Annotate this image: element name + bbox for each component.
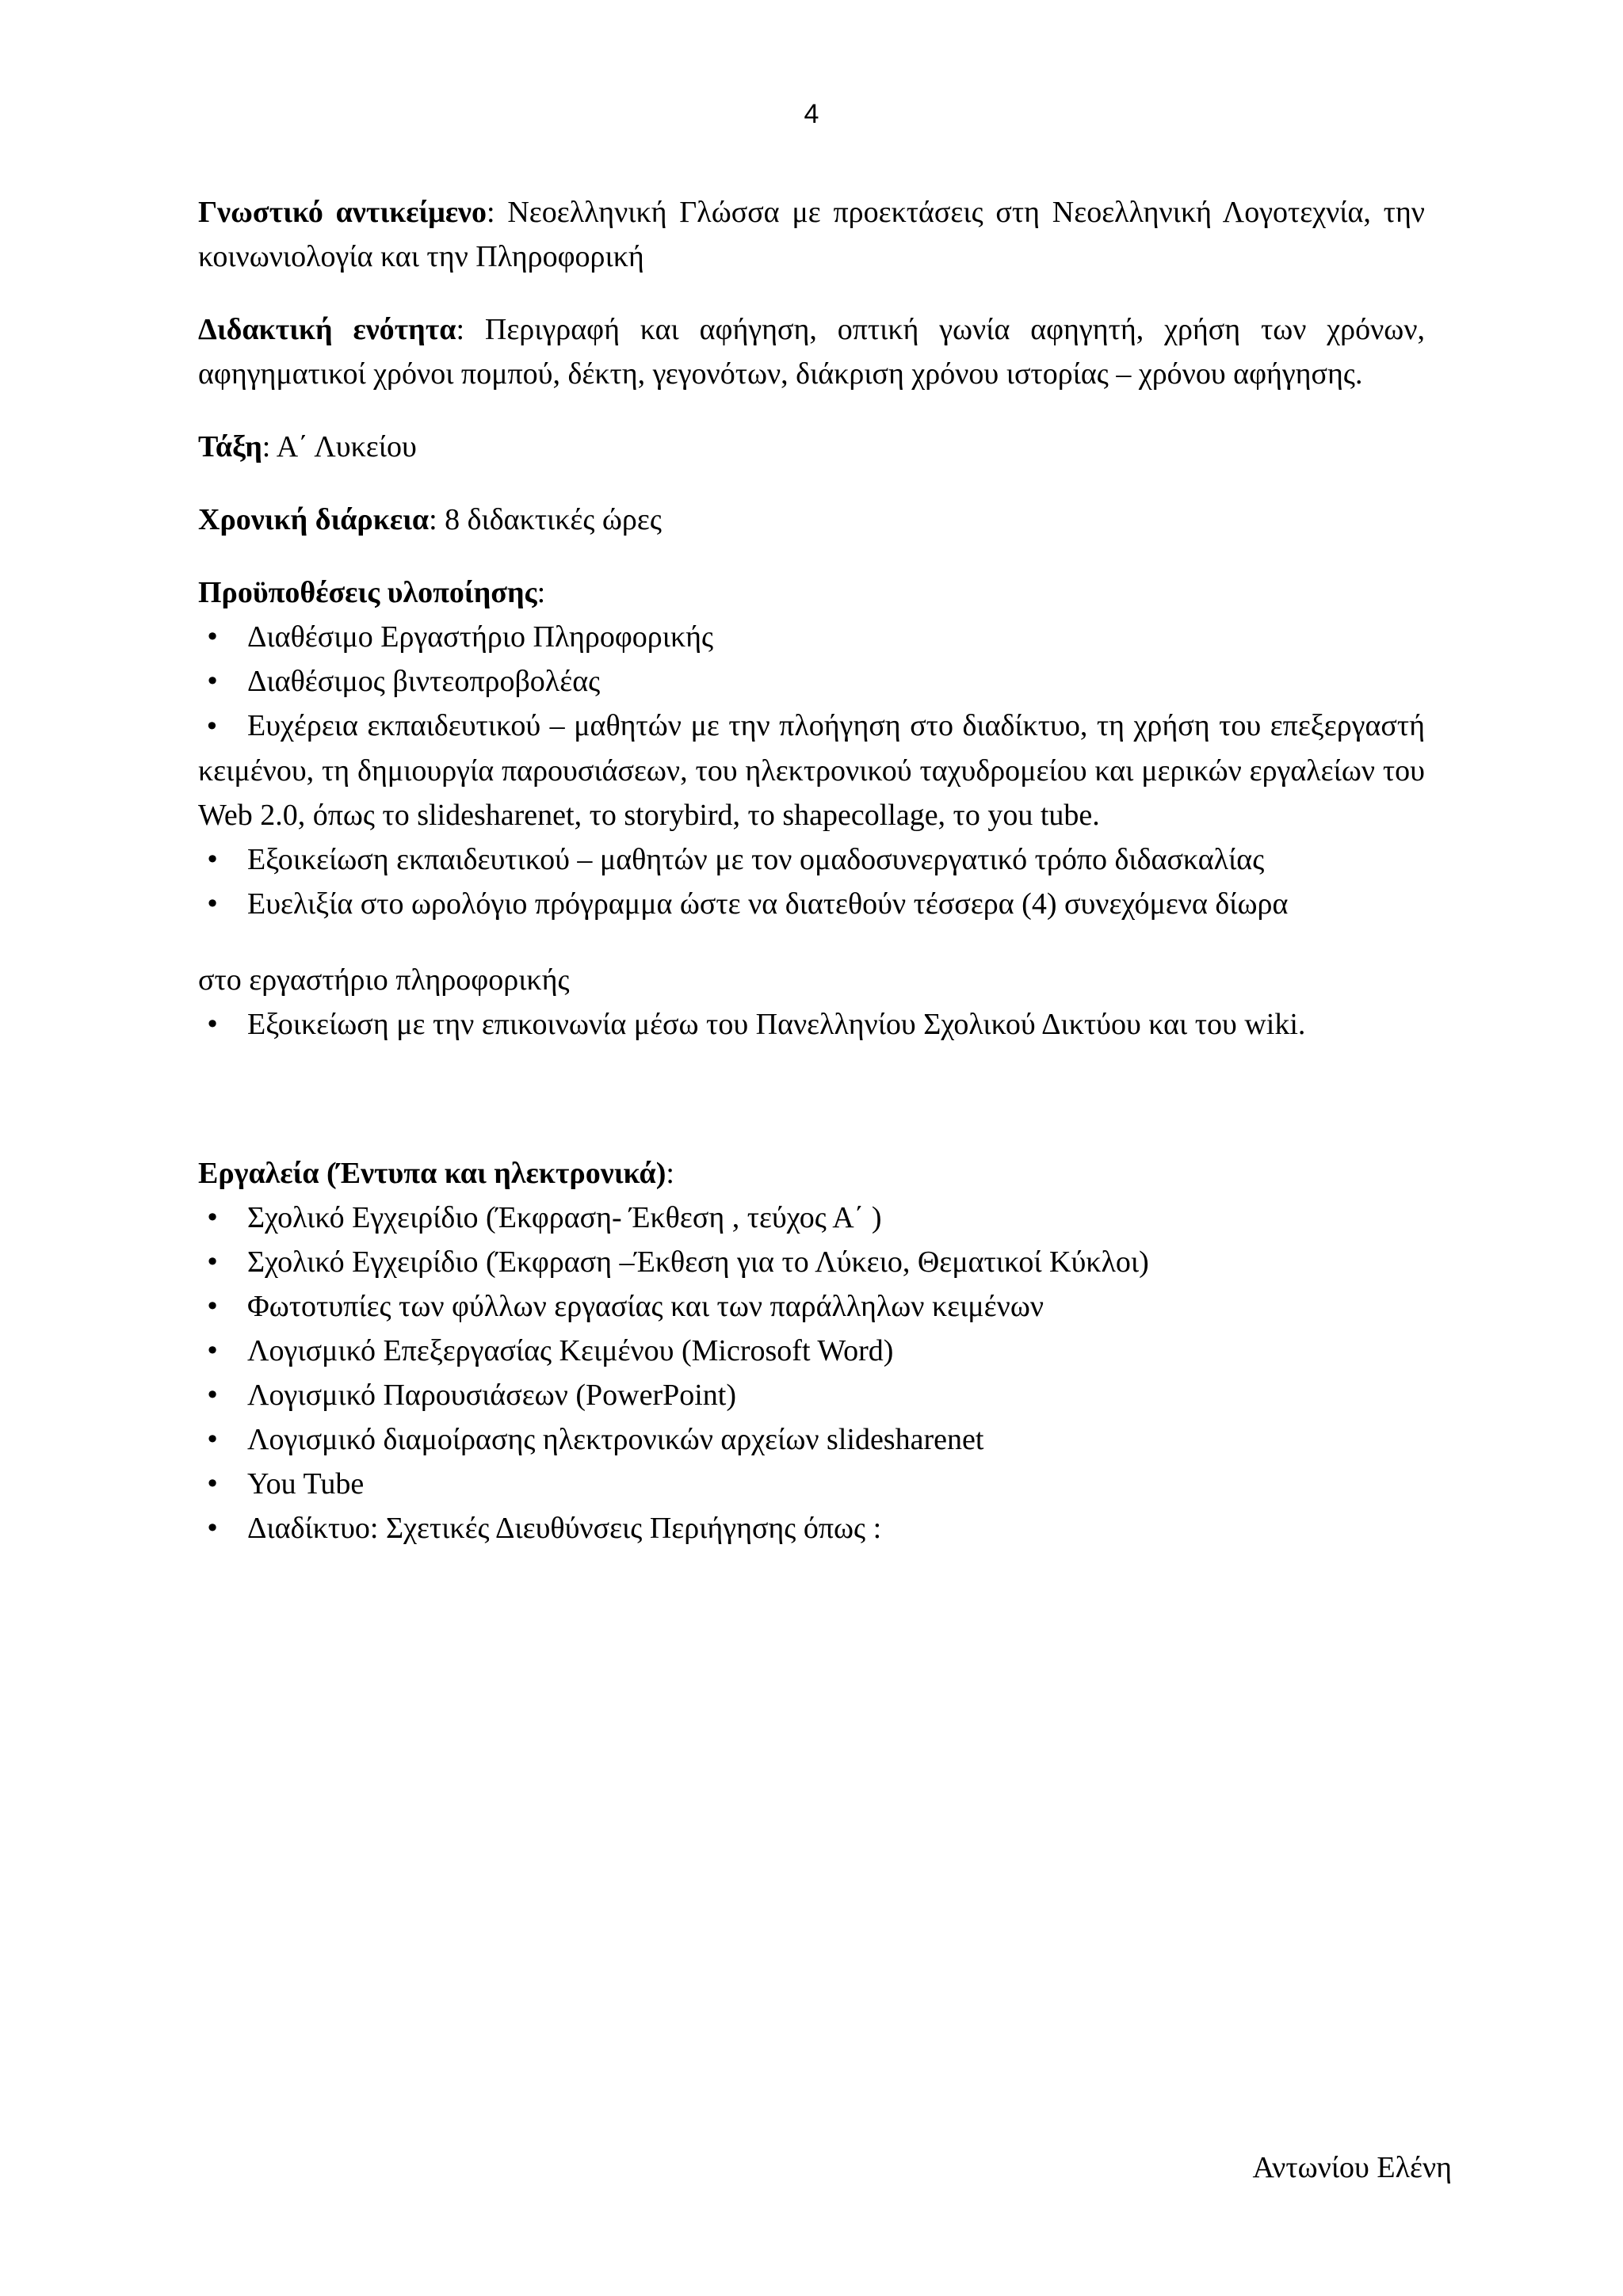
- list-item-text: Λογισμικό Παρουσιάσεων (PowerPoint): [247, 1379, 736, 1412]
- duration-paragraph: [198, 498, 1425, 542]
- list-item: [198, 1196, 1425, 1240]
- list-item-text: Εξοικείωση εκπαιδευτικού – μαθητών με τον ομαδοσυνεργατικό τρόπο διδασκαλίας: [247, 843, 1265, 876]
- list-item-text: Διαδίκτυο: Σχετικές Διευθύνσεις Περιήγησης όπως :: [247, 1512, 882, 1545]
- list-item-text: Εξοικείωση με την επικοινωνία μέσω του Πανελληνίου Σχολικού Δικτύου και του wiki.: [247, 1008, 1306, 1041]
- list-item-text: Φωτοτυπίες των φύλλων εργασίας και των παράλληλων κειμένων: [247, 1290, 1044, 1323]
- bullet-icon: •: [204, 845, 220, 875]
- tools-label: Εργαλεία (Έντυπα και ηλεκτρονικά): [198, 1157, 666, 1190]
- list-item: [198, 1462, 1425, 1506]
- bullet-icon: •: [204, 1380, 220, 1410]
- tools-heading: [198, 1151, 1425, 1196]
- subject-text: : Νεοελληνική Γλώσσα με προεκτάσεις στη Νεοελληνική Λογοτεχνία, την κοινωνιολογία και την Πληροφορική: [198, 196, 1425, 273]
- grade-text: : Α΄ Λυκείου: [262, 430, 417, 463]
- bullet-icon: •: [204, 1336, 220, 1366]
- grade-label: Τάξη: [198, 430, 262, 463]
- list-item-text: Σχολικό Εγχειρίδιο (Έκφραση- Έκθεση , τεύχος Α΄ ): [247, 1201, 882, 1234]
- list-item-text: Διαθέσιμος βιντεοπροβολέας: [247, 665, 601, 698]
- list-item: [198, 1002, 1425, 1047]
- subject-label: Γνωστικό αντικείμενο: [198, 196, 487, 229]
- bullet-icon: •: [204, 1513, 220, 1543]
- list-item: [198, 1240, 1425, 1284]
- list-item: [198, 704, 1425, 837]
- unit-paragraph: [198, 307, 1425, 396]
- bullet-icon: •: [204, 1009, 220, 1039]
- prerequisites-suffix: :: [537, 576, 546, 609]
- list-item-text: Ευελιξία στο ωρολόγιο πρόγραμμα ώστε να διατεθούν τέσσερα (4) συνεχόμενα δίωρα: [247, 887, 1289, 921]
- list-item: [198, 1329, 1425, 1373]
- list-item-text: Διαθέσιμο Εργαστήριο Πληροφορικής: [247, 620, 714, 654]
- prerequisites-heading: [198, 570, 1425, 615]
- list-item: [198, 615, 1425, 659]
- page-number: 4: [804, 99, 819, 129]
- list-item: [198, 1373, 1425, 1417]
- list-item: [198, 1417, 1425, 1462]
- unit-label: Διδακτική ενότητα: [198, 313, 456, 346]
- footer-author: Αντωνίου Ελένη: [1252, 2151, 1452, 2184]
- list-item: [198, 659, 1425, 704]
- duration-label: Χρονική διάρκεια: [198, 503, 430, 536]
- list-item-text: Λογισμικό διαμοίρασης ηλεκτρονικών αρχείων slidesharenet: [247, 1423, 984, 1456]
- bullet-icon: •: [204, 1291, 220, 1322]
- duration-text: : 8 διδακτικές ώρες: [429, 503, 662, 536]
- list-item: [198, 837, 1425, 882]
- list-item-text: You Tube: [247, 1467, 365, 1501]
- list-item-text: Σχολικό Εγχειρίδιο (Έκφραση –Έκθεση για το Λύκειο, Θεματικοί Κύκλοι): [247, 1245, 1149, 1279]
- list-item-text: Ευχέρεια εκπαιδευτικού – μαθητών με την πλοήγηση στο διαδίκτυο, τη χρήση του επεξεργαστή κειμένου, τη δημιουργία παρουσιάσεων, του ηλεκτρονικού ταχυδρομείου και μερικών εργαλείων του Web 2.0, όπως το slidesharenet, το storybird, το shapecollage, το you tube.: [198, 709, 1425, 832]
- bullet-icon: •: [204, 711, 220, 742]
- list-item-continuation: στο εργαστήριο πληροφορικής: [198, 963, 570, 997]
- grade-paragraph: [198, 425, 1425, 469]
- list-item: [198, 1506, 1425, 1550]
- bullet-icon: •: [204, 1247, 220, 1277]
- bullet-icon: •: [204, 622, 220, 652]
- bullet-icon: •: [204, 1425, 220, 1455]
- unit-text: : Περιγραφή και αφήγηση, οπτική γωνία αφηγητή, χρήση των χρόνων, αφηγηματικοί χρόνοι πομπού, δέκτη, γεγονότων, διάκριση χρόνου ιστορίας – χρόνου αφήγησης.: [198, 313, 1426, 391]
- subject-paragraph: [198, 190, 1425, 279]
- bullet-icon: •: [204, 1469, 220, 1499]
- bullet-icon: •: [204, 666, 220, 696]
- prerequisites-label: Προϋποθέσεις υλοποίησης: [198, 576, 537, 609]
- list-item: [198, 882, 1425, 926]
- list-item: [198, 1284, 1425, 1329]
- list-item-text: Λογισμικό Επεξεργασίας Κειμένου (Microsoft Word): [247, 1334, 894, 1367]
- tools-suffix: :: [666, 1157, 674, 1190]
- bullet-icon: •: [204, 889, 220, 919]
- page-content: [198, 190, 1425, 1550]
- bullet-icon: •: [204, 1203, 220, 1233]
